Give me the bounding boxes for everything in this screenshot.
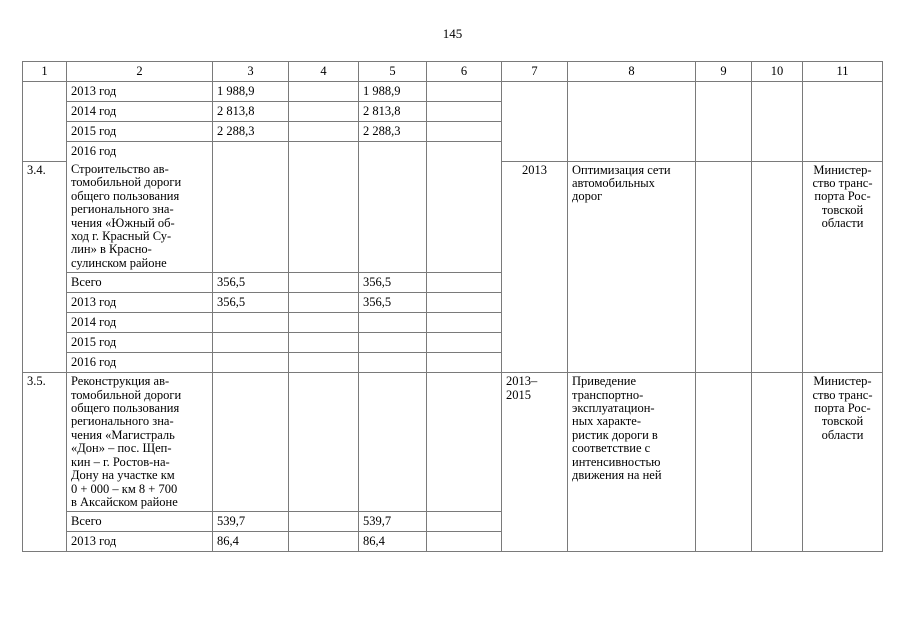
result-line: автомобильных (572, 175, 655, 190)
column-9-cell (696, 373, 752, 552)
executor-line: ство транс- (812, 175, 873, 190)
result-cell (568, 82, 696, 162)
description-line: в Аксайском районе (71, 494, 178, 509)
column-header: 3 (213, 62, 289, 82)
description-line: 0 + 000 – км 8 + 700 (71, 481, 178, 496)
year-label: 2016 год (67, 142, 213, 162)
year-label: 2014 год (67, 313, 213, 333)
description-line: «Дон» – пос. Щеп- (71, 441, 172, 456)
amount-regional (359, 333, 427, 353)
table-row (23, 82, 883, 102)
amount-total (213, 333, 289, 353)
executor-cell (803, 161, 883, 373)
year-label: 2013 год (67, 82, 213, 102)
executor-line: товской (821, 414, 864, 429)
year-label: 2013 год (67, 532, 213, 552)
description-line: ход г. Красный Су- (71, 229, 172, 244)
column-header: 1 (23, 62, 67, 82)
amount-total (213, 313, 289, 333)
description-line: лин» в Красно- (71, 242, 152, 257)
result-line: ристик дороги в (572, 427, 658, 442)
executor-line: области (821, 216, 864, 231)
amount-local (427, 82, 502, 102)
amount-total: 86,4 (213, 532, 289, 552)
amount-federal (289, 82, 359, 102)
amount-regional: 2 813,8 (359, 102, 427, 122)
amount-total (213, 373, 289, 512)
executor-line: ство транс- (812, 387, 873, 402)
item-description (67, 373, 213, 512)
amount-total (213, 353, 289, 373)
executor-cell (803, 82, 883, 162)
result-cell (568, 373, 696, 552)
page-number: 145 (442, 26, 463, 41)
amount-local (427, 142, 502, 162)
amount-total: 2 813,8 (213, 102, 289, 122)
result-line: интенсивностью (572, 454, 661, 469)
amount-federal (289, 532, 359, 552)
description-line: регионального зна- (71, 414, 174, 429)
column-10-cell (752, 161, 803, 373)
amount-regional (359, 353, 427, 373)
amount-federal (289, 142, 359, 162)
description-line: Дону на участке км (71, 468, 175, 483)
amount-regional (359, 313, 427, 333)
amount-regional: 1 988,9 (359, 82, 427, 102)
amount-local (427, 122, 502, 142)
amount-local (427, 293, 502, 313)
table-row (23, 161, 883, 273)
column-header: 4 (289, 62, 359, 82)
column-9-cell (696, 161, 752, 373)
amount-total: 1 988,9 (213, 82, 289, 102)
result-line: Оптимизация сети (572, 162, 671, 177)
amount-regional: 539,7 (359, 512, 427, 532)
column-10-cell (752, 373, 803, 552)
period-line: 2013– (506, 374, 538, 389)
column-header: 8 (568, 62, 696, 82)
item-description (67, 161, 213, 273)
description-line: общего пользования (71, 188, 180, 203)
amount-local (427, 333, 502, 353)
column-10-cell (752, 82, 803, 162)
amount-local (427, 161, 502, 273)
item-number: 3.4. (23, 161, 67, 273)
description-line: регионального зна- (71, 202, 174, 217)
year-label: 2013 год (67, 293, 213, 313)
column-9-cell (696, 82, 752, 162)
amount-total: 356,5 (213, 273, 289, 293)
description-line: чения «Магистраль (71, 427, 175, 442)
year-label: 2016 год (67, 353, 213, 373)
amount-regional (359, 373, 427, 512)
amount-federal (289, 293, 359, 313)
executor-line: порта Рос- (814, 189, 871, 204)
item-number-cell (23, 273, 67, 373)
amount-federal (289, 512, 359, 532)
amount-federal (289, 122, 359, 142)
description-line: Строительство ав- (71, 162, 169, 176)
column-header: 11 (803, 62, 883, 82)
amount-local (427, 102, 502, 122)
column-header: 2 (67, 62, 213, 82)
amount-federal (289, 333, 359, 353)
column-header: 9 (696, 62, 752, 82)
column-header: 6 (427, 62, 502, 82)
result-line: движения на ней (572, 468, 662, 483)
item-number: 3.5. (23, 373, 67, 552)
amount-regional: 2 288,3 (359, 122, 427, 142)
amount-total: 356,5 (213, 293, 289, 313)
amount-local (427, 512, 502, 532)
description-line: кин – г. Ростов-на- (71, 454, 170, 469)
amount-local (427, 273, 502, 293)
period-cell (502, 82, 568, 162)
total-label: Всего (67, 512, 213, 532)
description-line: томобильной дороги (71, 387, 182, 402)
executor-line: Министер- (813, 162, 872, 177)
table-row (23, 373, 883, 512)
column-header: 7 (502, 62, 568, 82)
amount-federal (289, 313, 359, 333)
amount-regional: 86,4 (359, 532, 427, 552)
result-line: ных характе- (572, 414, 641, 429)
amount-federal (289, 373, 359, 512)
description-line: чения «Южный об- (71, 215, 175, 230)
item-number-cell (23, 82, 67, 162)
amount-regional: 356,5 (359, 293, 427, 313)
amount-total: 2 288,3 (213, 122, 289, 142)
amount-federal (289, 161, 359, 273)
description-line: общего пользования (71, 401, 180, 416)
executor-line: Министер- (813, 374, 872, 389)
amount-regional (359, 161, 427, 273)
result-line: соответствие с (572, 441, 651, 456)
result-line: транспортно- (572, 387, 644, 402)
amount-federal (289, 353, 359, 373)
result-line: дорог (572, 189, 603, 204)
result-line: Приведение (572, 374, 637, 389)
column-number-row (23, 62, 883, 82)
amount-total (213, 142, 289, 162)
amount-local (427, 373, 502, 512)
executor-line: области (821, 427, 864, 442)
description-line: сулинском районе (71, 255, 167, 270)
result-line: эксплуатацион- (572, 401, 655, 416)
period-cell (502, 373, 568, 552)
amount-regional: 356,5 (359, 273, 427, 293)
executor-line: порта Рос- (814, 401, 871, 416)
amount-total (213, 161, 289, 273)
year-label: 2015 год (67, 333, 213, 353)
amount-local (427, 313, 502, 333)
description-line: томобильной дороги (71, 175, 182, 190)
executor-line: товской (821, 202, 864, 217)
program-table (22, 61, 883, 552)
year-label: 2014 год (67, 102, 213, 122)
period-cell: 2013 (502, 161, 568, 373)
amount-local (427, 532, 502, 552)
amount-total: 539,7 (213, 512, 289, 532)
executor-cell (803, 373, 883, 552)
column-header: 5 (359, 62, 427, 82)
period-line: 2015 (506, 387, 531, 402)
amount-local (427, 353, 502, 373)
total-label: Всего (67, 273, 213, 293)
year-label: 2015 год (67, 122, 213, 142)
description-line: Реконструкция ав- (71, 374, 170, 389)
column-header: 10 (752, 62, 803, 82)
result-cell (568, 161, 696, 373)
amount-federal (289, 273, 359, 293)
amount-federal (289, 102, 359, 122)
amount-regional (359, 142, 427, 162)
